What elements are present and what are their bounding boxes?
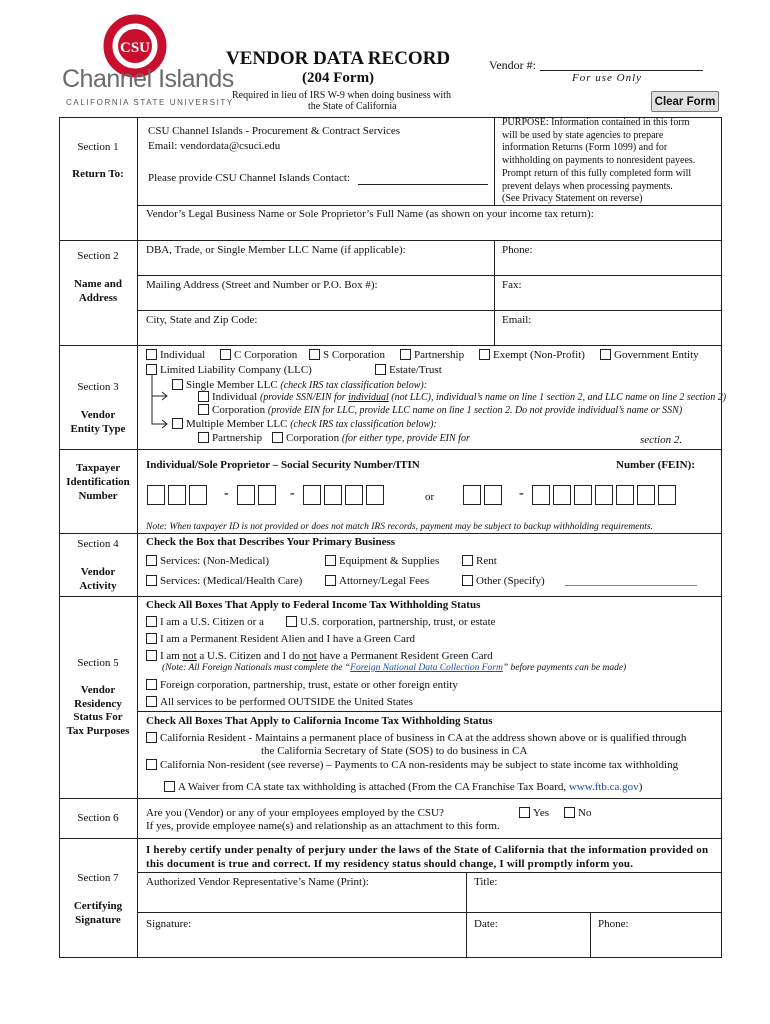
ftb-link[interactable]: www.ftb.ca.gov [568,781,639,793]
ca-resident[interactable]: California Resident - Maintains a permanent place of business in CA at the address shown above or is qualified through [146,732,686,744]
checkbox[interactable] [146,650,157,661]
california-heading: Check All Boxes That Apply to California Income Tax Withholding Status [146,715,493,727]
vendor-number-label: Vendor #: [489,58,536,72]
fed-permanent-resident[interactable]: I am a Permanent Resident Alien and I have a Green Card [146,633,415,645]
return-address-line1: CSU Channel Islands - Procurement & Contract Services [148,125,401,137]
multiple-member-corporation[interactable]: Corporation (for either type, provide EIN for [272,432,470,444]
single-member-corporation[interactable]: Corporation (provide EIN for LLC, provide LLC name on line 1 section 2. Do not provide individual’s name or SSN) [198,404,682,416]
entity-individual[interactable]: Individual [146,349,205,361]
foreign-national-link[interactable]: Foreign National Data Collection Form [350,663,503,673]
csu-contact-field[interactable] [358,184,488,185]
clear-form-button[interactable]: Clear Form [651,91,719,112]
checkbox[interactable] [325,575,336,586]
section4-heading: Check the Box that Describes Your Primary Business [146,536,396,548]
form-note-line1: Required in lieu of IRS W-9 when doing business with [232,90,451,101]
divider [59,240,722,241]
checkbox[interactable] [146,679,157,690]
checkbox[interactable] [286,616,297,627]
dba-label: DBA, Trade, or Single Member LLC Name (if applicable): [146,244,406,256]
section-column-divider [137,117,138,957]
entity-estate-trust[interactable]: Estate/Trust [375,364,442,376]
section2-label: Section 2 [77,250,119,262]
checkbox[interactable] [462,555,473,566]
activity-rent[interactable]: Rent [462,555,497,567]
checkbox[interactable] [220,349,231,360]
entity-partnership[interactable]: Partnership [400,349,464,361]
section2-title: Name and Address [74,278,122,304]
tin-note: Note: When taxpayer ID is not provided or does not match IRS records, payment may be subject to backup withholding requirements. [146,522,653,532]
checkbox[interactable] [375,364,386,375]
other-specify-field[interactable]: ________________________ [565,575,697,587]
fein-label: Number (FEIN): [616,459,695,471]
section3-label: Section 3 [77,381,119,393]
divider [137,872,722,873]
checkbox[interactable] [325,555,336,566]
ssn-label: Individual/Sole Proprietor – Social Security Number/ITIN [146,459,420,471]
checkbox[interactable] [164,781,175,792]
divider [59,798,722,799]
fed-services-outside[interactable]: All services to be performed OUTSIDE the United States [146,696,413,708]
section2-reference: section 2. [640,434,683,446]
checkbox[interactable] [172,379,183,390]
employee-question-note: If yes, provide employee name(s) and relationship as an attachment to this form. [146,820,500,832]
checkbox[interactable] [146,555,157,566]
email-label: Email: [502,314,532,326]
section1-label: Section 1 [77,141,119,153]
checkbox[interactable] [172,418,183,429]
checkbox[interactable] [479,349,490,360]
foreign-national-note: (Note: All Foreign Nationals must complete the “Foreign National Data Collection Form” before payments can be made) [162,663,627,673]
employee-question: Are you (Vendor) or any of your employees employed by the CSU? [146,807,444,819]
fed-us-corporation[interactable]: U.S. corporation, partnership, trust, or estate [286,616,496,628]
federal-heading: Check All Boxes That Apply to Federal Income Tax Withholding Status [146,599,481,611]
return-to-label: Return To: [72,168,124,180]
entity-government[interactable]: Government Entity [600,349,699,361]
checkbox[interactable] [146,696,157,707]
checkbox[interactable] [146,575,157,586]
checkbox[interactable] [198,432,209,443]
tin-title: Taxpayer Identification Number [66,462,130,502]
fed-foreign-corporation[interactable]: Foreign corporation, partnership, trust, estate or other foreign entity [146,679,458,691]
section4-label: Section 4 [77,538,119,550]
activity-attorney[interactable]: Attorney/Legal Fees [325,575,429,587]
fax-label: Fax: [502,279,522,291]
purpose-text: PURPOSE: Information contained in this form will be used by state agencies to prepare information Returns (Form 1099) and for withholding on payments to nonresident payees. Prompt return of this fully completed form will prevent delays when processing payments. (See Privacy Statement on reverse) [502,117,696,205]
section7-title: Certifying Signature [73,900,123,926]
signature-label: Signature: [146,918,192,930]
employee-no[interactable]: No [564,807,591,819]
checkbox[interactable] [146,349,157,360]
divider [137,205,722,206]
certify-line2: this document is true and correct. If my residency status should change, I will promptly inform you. [146,858,634,870]
checkbox[interactable] [519,807,530,818]
csu-contact-label: Please provide CSU Channel Islands Contact: [148,172,350,184]
checkbox[interactable] [272,432,283,443]
divider [59,449,722,450]
checkbox[interactable] [600,349,611,360]
entity-exempt[interactable]: Exempt (Non-Profit) [479,349,585,361]
authorized-name-label: Authorized Vendor Representative’s Name (Print): [146,876,369,888]
divider [59,345,722,346]
phone-column-divider [590,912,591,957]
single-member-individual[interactable]: Individual (provide SSN/EIN for individual (not LLC), individual’s name on line 1 section 2, and LLC name on line 2 section 2) [198,391,726,403]
divider [137,711,722,712]
checkbox[interactable] [146,759,157,770]
phone-label: Phone: [502,244,533,256]
left-border [59,117,60,957]
checkbox[interactable] [462,575,473,586]
bottom-border [59,957,722,958]
logo-subtitle: CALIFORNIA STATE UNIVERSITY [66,98,234,107]
checkbox[interactable] [198,404,209,415]
checkbox[interactable] [146,633,157,644]
return-address-email: Email: vendordata@csuci.edu [148,140,281,152]
city-state-zip-label: City, State and Zip Code: [146,314,258,326]
ca-waiver[interactable]: A Waiver from CA state tax withholding is attached (From the CA Franchise Tax Board, www.ftb.ca.gov) [164,781,642,793]
date-label: Date: [474,918,498,930]
title-label: Title: [474,876,498,888]
ca-nonresident[interactable]: California Non-resident (see reverse) – Payments to CA non-residents may be subject to state income tax withholding [146,759,678,771]
right-border [721,117,722,957]
vendor-number-line[interactable] [540,70,703,71]
checkbox[interactable] [309,349,320,360]
form-subtitle: (204 Form) [302,70,375,86]
activity-services-medical[interactable]: Services: (Medical/Health Care) [146,575,302,587]
mailing-address-label: Mailing Address (Street and Number or P.O. Box #): [146,279,378,291]
activity-equipment[interactable]: Equipment & Supplies [325,555,439,567]
divider [137,912,722,913]
section5-label: Section 5 [77,657,119,669]
single-member-llc[interactable]: Single Member LLC (check IRS tax classification below): [172,379,427,391]
checkbox[interactable] [146,616,157,627]
divider [137,310,722,311]
logo [58,10,234,110]
entity-c-corporation[interactable]: C Corporation [220,349,297,361]
entity-s-corporation[interactable]: S Corporation [309,349,385,361]
form-title: VENDOR DATA RECORD [226,48,451,69]
section4-title: Vendor Activity [79,566,117,592]
activity-other[interactable]: Other (Specify) [462,575,545,587]
divider [59,596,722,597]
multiple-member-partnership[interactable]: Partnership [198,432,262,444]
phone-column-divider [494,240,495,345]
section6-label: Section 6 [77,812,119,824]
divider [59,533,722,534]
ca-resident-line2: the California Secretary of State (SOS) to do business in CA [261,745,528,757]
divider [137,275,722,276]
entity-llc[interactable]: Limited Liability Company (LLC) [146,364,312,376]
purpose-divider [494,117,495,206]
for-use-only: For use Only [572,72,643,84]
checkbox[interactable] [400,349,411,360]
fed-not-citizen[interactable]: I am not a U.S. Citizen and I do not have a Permanent Resident Green Card [146,650,493,662]
tin-or: or [425,491,435,503]
activity-services-nonmedical[interactable]: Services: (Non-Medical) [146,555,269,567]
signature-phone-label: Phone: [598,918,629,930]
checkbox[interactable] [146,732,157,743]
certify-line1: I hereby certify under penalty of perjury under the laws of the State of California that the information provided on [146,844,709,856]
checkbox[interactable] [198,391,209,402]
logo-name: Channel Islands [62,65,234,93]
divider [59,838,722,839]
title-column-divider [466,872,467,957]
multiple-member-llc[interactable]: Multiple Member LLC (check IRS tax classification below): [172,418,437,430]
legal-name-label: Vendor’s Legal Business Name or Sole Proprietor’s Full Name (as shown on your income tax return): [146,208,594,220]
section7-label: Section 7 [77,872,119,884]
checkbox[interactable] [564,807,575,818]
svg-text:CSU: CSU [119,40,151,56]
employee-yes[interactable]: Yes [519,807,549,819]
fed-us-citizen[interactable]: I am a U.S. Citizen or a [146,616,264,628]
section5-title: Vendor Residency Status For Tax Purposes [66,684,130,737]
form-note-line2: the State of California [308,101,397,112]
section3-title: Vendor Entity Type [70,409,126,435]
